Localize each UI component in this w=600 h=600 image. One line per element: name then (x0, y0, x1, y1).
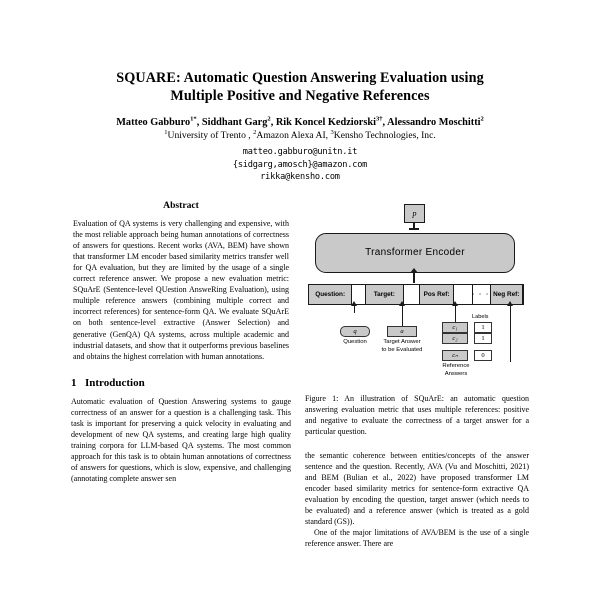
token-target-tag: Target: (366, 285, 403, 304)
title-line-1: SQUARE: Automatic Question Answering Evaluation using (116, 70, 484, 86)
affiliation-name: University of Trento , (167, 130, 251, 141)
labels-column-header: Labels (472, 314, 489, 320)
author-mark: 2 (480, 115, 484, 123)
output-node-foot (409, 228, 419, 230)
author-mark: 2 (267, 115, 271, 123)
pos-ref-arrow-icon (455, 306, 456, 322)
question-box: q (340, 326, 370, 337)
reference-label-value: 1 (474, 322, 492, 333)
reference-answers-caption (433, 363, 479, 378)
affiliation-mark: 2 (253, 128, 257, 136)
author-name: Rik Koncel Kedziorski (275, 117, 376, 128)
token-neg-ref-tag: Neg Ref: (491, 285, 524, 304)
target-answer-caption (377, 339, 427, 354)
author-list: Matteo Gabburo$^{1*}$, Siddhant Garg$^2$, Rik Koncel Kedziorski$^{3\dagger}$, Alessandro Moschitti$^2$ (116, 115, 484, 128)
encoder-input-arrow-icon (413, 273, 415, 283)
affiliation-name: Amazon Alexa AI, (256, 130, 329, 141)
affiliation-list (0, 129, 600, 142)
question-caption: Question (343, 339, 367, 345)
output-probability-node: p (404, 204, 425, 223)
reference-caption-line-2: Answers (444, 370, 468, 377)
affiliation-mark: 3 (330, 128, 334, 136)
neg-ref-arrow-icon (510, 306, 511, 362)
reference-label-value: 1 (474, 333, 492, 344)
intro-paragraph-1: Automatic evaluation of Question Answering systems to gauge correctness of an answer for a question is a challenging task. This task is important for preserving a quick velocity in evaluating and development of new QA systems, and creating large high quality training corpora for LLM-based QA systems. The most common approach for this task is to obtain human annotations of correctness of answers for questions, which is slow, expensive, and challenging (annotating complete answer sen (71, 396, 291, 483)
abstract-body: Evaluation of QA systems is very challenging and expensive, with the most reliable approach being human annotations of correctness of answers for questions. Recent works (AVA, BEM) have shown that transformer LM encoder based similarity metrics transfer well for QA evaluation, but they are limited by the usage of a single correct reference answer. We propose a new evaluation metric: SQuArE (Sentence-level QUestion AnsweRing Evaluation), using multiple reference answers (combining multiple correct and incorrect references) for sentence-form QA. We evaluate SQuArE on both sentence-level extractive (Answer Selection) and generative (GenQA) QA systems, across multiple academic and industrial datasets, and show that it outperforms previous baselines and obtains the highest correlation with human annotations. (73, 219, 289, 361)
right-column (305, 200, 529, 549)
author-mark: 3† (375, 115, 383, 123)
section-heading-introduction (71, 377, 291, 390)
title-line-2: Multiple Positive and Negative References (170, 87, 430, 104)
reference-label-value: 0 (474, 350, 492, 361)
target-caption-line-1: Target Answer (383, 339, 421, 345)
author-name: Siddhant Garg (201, 117, 268, 128)
abstract-heading: Abstract (163, 200, 199, 211)
author-mark: 1* (190, 115, 197, 123)
affiliation-mark: 1 (164, 128, 168, 136)
affiliation-name: Kensho Technologies, Inc. (333, 130, 436, 141)
paper-header (0, 0, 600, 184)
target-caption-line-2: to be Evaluated (381, 346, 423, 353)
transformer-encoder-block: Transformer Encoder (315, 233, 515, 273)
page-title (0, 0, 600, 105)
token-question-tag: Question: (309, 285, 352, 304)
reference-answer-box: c₁ (442, 322, 468, 333)
email-address[interactable]: matteo.gabburo@unitn.it (242, 147, 358, 157)
token-target-slot (404, 285, 421, 304)
figure-1 (305, 200, 529, 388)
target-arrow-icon (402, 306, 403, 326)
email-address[interactable]: rikka@kensho.com (260, 172, 340, 183)
email-list (0, 142, 600, 184)
reference-answer-box: c₂ (442, 333, 468, 344)
author-name: Matteo Gabburo (116, 117, 191, 128)
right-paragraph-2: One of the major limitations of AVA/BEM is the use of a single reference answer. There are (305, 527, 529, 548)
figure-1-caption: Figure 1: An illustration of SQuArE: an automatic question answering evaluation metric that uses multiple references: positive and negative to evaluate the correctness of a target answer for a particular question. (305, 394, 529, 436)
section-title: Introduction (85, 376, 145, 389)
right-paragraph-1: the semantic coherence between entities/concepts of the answer sentence and the question. Recently, AVA (Vu and Moschitti, 2021) and BEM (Bulian et al., 2022) have proposed transformer LM encoder based similarity metrics for sentence-form extractive QA evaluation by encoding the question, target answer (which needs to be evaluated) and a reference answer (which is treated as a gold standard (GS)). (305, 450, 529, 526)
question-arrow-icon (354, 306, 355, 313)
section-number: 1 (71, 376, 77, 389)
token-pos-ref-tag: Pos Ref: (420, 285, 453, 304)
reference-answer-box: cₙ (442, 350, 468, 361)
reference-caption-line-1: Reference (442, 363, 470, 369)
input-token-strip (308, 284, 524, 305)
email-address[interactable]: {sidgarg,amosch}@amazon.com (232, 159, 368, 170)
abstract-section (71, 200, 291, 362)
author-name: Alessandro Moschitti (387, 117, 481, 128)
token-ellipsis: · · · (473, 285, 491, 304)
left-column (71, 200, 291, 484)
target-answer-box: a (387, 326, 417, 337)
